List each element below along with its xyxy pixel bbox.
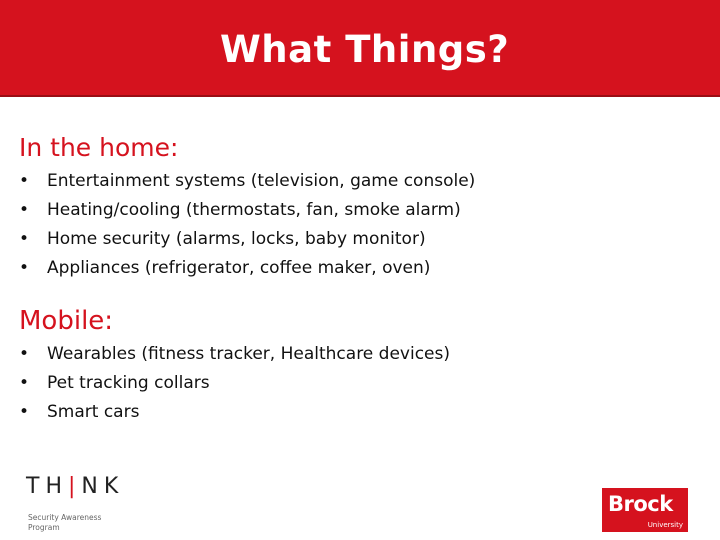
list-item: • Wearables (fitness tracker, Healthcare devices) — [19, 340, 450, 369]
slide-title: What Things? — [220, 28, 510, 71]
think-wordmark: TH|NK — [26, 474, 125, 499]
brock-university-logo — [602, 488, 688, 532]
brock-subtitle: University — [647, 521, 683, 529]
think-tagline: Security Awareness Program — [28, 513, 102, 532]
brock-wordmark: Brock — [608, 492, 673, 516]
home-section-heading: In the home: — [19, 133, 179, 162]
list-item: • Appliances (refrigerator, coffee maker, oven) — [19, 254, 475, 283]
think-logo — [26, 474, 125, 536]
list-item: • Heating/cooling (thermostats, fan, smoke alarm) — [19, 196, 475, 225]
mobile-section-heading: Mobile: — [19, 306, 114, 336]
list-item: • Smart cars — [19, 398, 450, 427]
list-item: • Home security (alarms, locks, baby monitor) — [19, 225, 475, 254]
mobile-bullet-list — [19, 340, 450, 427]
title-bar — [0, 0, 720, 97]
home-bullet-list — [19, 167, 475, 283]
list-item: • Entertainment systems (television, game console) — [19, 167, 475, 196]
list-item: • Pet tracking collars — [19, 369, 450, 398]
